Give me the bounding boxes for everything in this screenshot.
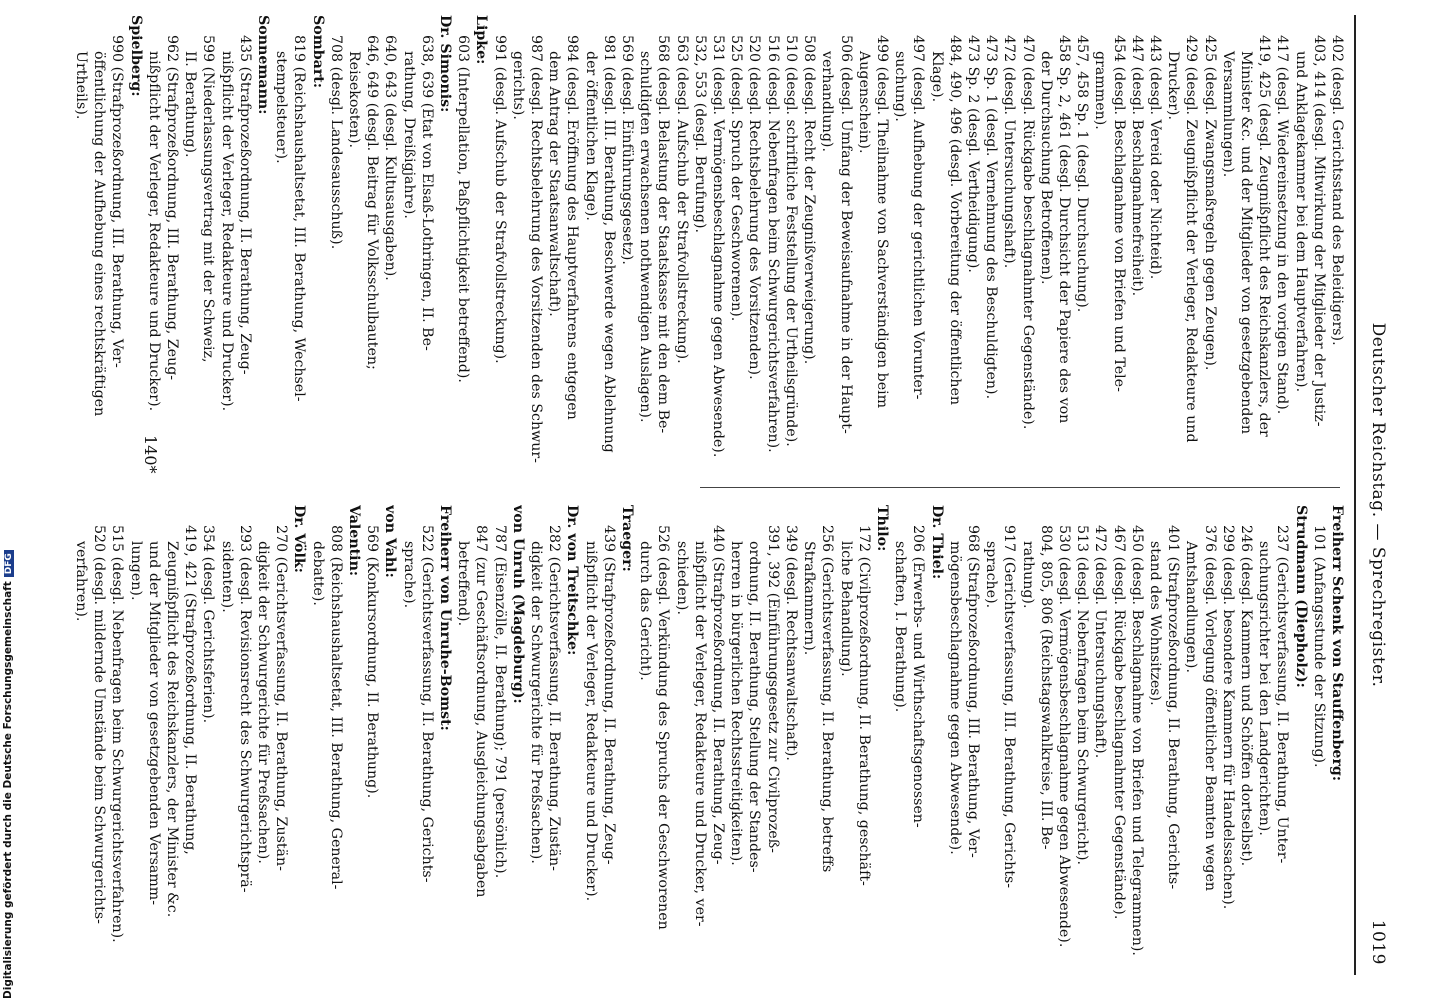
speaker-name: Dr. von Treitschke: [564,505,581,656]
speaker-name: Valentin: [346,505,363,577]
header-title: Deutscher Reichstag. [1368,322,1388,518]
register-entry: 531 (desgl. Vermögensbeschlagnahme gegen Abwesende). [710,35,727,458]
register-entry: 522 (Gerichtsverfassung, II. Berathung, Gerichts- [418,525,435,883]
register-entry: Versammlungen). [1219,51,1236,178]
register-entry: 981 (desgl. III. Berathung, Beschwerde wegen Ablehnung [600,35,617,453]
register-entry: 402 (desgl. Gerichtsstand des Beleidigers). [1329,35,1345,346]
register-entry: dem Antrag der Staatsanwaltschaft). [546,51,563,317]
column-divider [700,487,1340,488]
register-entry: 569 (desgl. Einführungsgesetz). [619,35,636,265]
register-entry: 516 (desgl. Nebenfragen beim Schwurgerichtsverfahren). [764,35,781,453]
register-entry: verhandlung). [819,51,836,152]
speaker-name: von Unruh (Magdeburg): [509,505,526,704]
register-entry: 968 (Strafprozeßordnung, III. Berathung, Ver- [964,525,981,858]
register-entry: 513 (desgl. Nebenfragen beim Schwurgericht). [1074,525,1091,866]
register-entry: 172 (Civilprozeßordnung, II. Berathung, geschäft- [855,525,872,886]
register-entry: 447 (desgl. Beschlagnahmefreiheit). [1128,35,1145,297]
register-entry: 435 (Strafprozeßordnung, II. Berathung, Zeug- [236,35,253,375]
register-entry: 787 (Eisenzölle, II. Berathung); 791 (persönlich). [491,525,508,879]
register-entry: stand des Wohnsitzes). [1146,541,1163,706]
register-entry: II. Berathung). [182,51,199,158]
register-entry: Urtheils). [72,51,89,120]
register-entry: 425 (desgl. Zwangsmaßregeln gegen Zeugen). [1201,35,1218,371]
register-entry: 417 (desgl. Wiedereinsetzung in den vorigen Stand). [1274,35,1291,415]
register-entry: 962 (Strafprozeßordnung, III. Berathung, Zeug- [164,35,180,381]
register-entry: und der Mitglieder von gesetzgebenden Versamm- [145,541,162,906]
register-entry: nißpflicht der Verleger, Redakteure und Drucker). [145,51,162,412]
header-rule [1354,15,1356,975]
register-entry: 206 (Erwerbs- und Wirthschaftsgenossen- [910,525,927,828]
speaker-name: Dr. Thiel: [928,505,945,580]
register-entry: 354 (desgl. Gerichtsferien). [200,525,217,724]
speaker-name: Freiherr von Unruhe-Bomst: [437,505,454,731]
register-entry: digkeit der Schwurgerichte für Preßsachen). [255,541,272,864]
register-entry: Reisekosten). [346,51,363,148]
speaker-name: Lipke: [473,15,490,65]
register-entry: nißpflicht der Verleger, Redakteure und Drucker, ver- [691,541,708,927]
register-entry: 403, 414 (desgl. Mitwirkung der Mitglieder der Justiz- [1310,35,1327,427]
register-entry: 917 (Gerichtsverfassung, III. Berathung, Gerichts- [1001,525,1018,889]
register-entry: 987 (desgl. Rechtsbelehrung des Vorsitzenden des Schwur- [528,35,545,463]
register-entry: schieden). [673,541,690,615]
register-entry: grammen). [1092,51,1109,130]
register-entry: Augenschein). [855,51,872,154]
register-entry: der Durchsuchung Betroffenen). [1037,51,1054,285]
rotated-register-page [30,15,1400,995]
page-header [1358,15,1388,995]
register-entry: 808 (Reichshaushaltsetat, III. Berathung, General- [327,525,344,890]
register-entry: 454 (desgl. Beschlagnahme von Briefen und Tele- [1110,35,1127,392]
register-entry: 515 (desgl. Nebenfragen beim Schwurgerichtsverfahren). [109,525,126,943]
register-entry: schaften, I. Berathung). [892,541,909,713]
register-entry: 569 (Konkursordnung, II. Berathung). [364,525,381,799]
register-entry: 984 (desgl. Eröffnung des Hauptverfahrens entgegen [564,35,581,420]
register-entry: 349 (desgl. Rechtsanwaltschaft). [782,525,799,761]
register-entry: 473 Sp. 2 (desgl. Vertheidigung). [964,35,981,273]
register-entry: 293 (desgl. Revisionsrecht des Schwurgerichtsprä- [236,525,253,893]
speaker-name: Sombart: [309,15,326,89]
speaker-name: Spielberg: [127,15,144,97]
register-entry: sidenten). [218,541,235,613]
register-entry: 391, 392 (Einführungsgesetz zur Civilprozeß- [764,525,781,853]
register-entry: 237 (Gerichtsverfassung, II. Berathung, Unter- [1274,525,1291,864]
register-entry: schuldigten erwachsenen nothwendigen Auslagen). [637,51,654,423]
register-entry: 508 (desgl. Recht der Zeugnißverweigerung). [801,35,818,365]
register-entry: 246 (desgl. Kammern und Schöffen dortselbst). [1237,525,1254,867]
speaker-name: Sonnemann: [255,15,272,115]
page-number: 1019 [1368,919,1388,965]
register-entry: herren in bürgerlichen Rechtsstreitigkeiten). [728,541,745,866]
register-entry: stempelsteuer). [273,51,290,164]
sheet-signature: 140* [141,435,160,474]
right-column [72,505,1346,960]
register-entry: 530 (desgl. Vermögensbeschlagnahme gegen Abwesende). [1055,525,1072,948]
register-entry: 525 (desgl. Spruch der Geschworenen). [728,35,745,322]
register-entry: 419, 421 (Strafprozeßordnung, II. Berathung, [182,525,199,855]
register-entry: 804, 805, 806 (Reichstagswahlkreise, III. Be- [1037,525,1054,850]
speaker-name: Traeger: [619,505,636,572]
speaker-name: Dr. Völk: [291,505,308,573]
register-entry: sprache). [400,541,417,609]
register-entry: Amtshandlungen). [1183,541,1200,673]
register-entry: betreffend). [455,541,472,627]
register-entry: Zeugnißpflicht des Reichskanzlers, der Minister &c. [164,541,180,918]
register-entry: Strafkammern). [801,541,818,656]
register-entry: rathung, Dreißigjahre). [400,51,417,219]
register-entry: debatte). [309,541,326,606]
register-entry: liche Behandlung). [837,541,854,677]
register-entry: und Anklagekammer bei dem Hauptverfahren). [1292,51,1309,393]
register-entry: 467 (desgl. Rückgabe beschlagnahmter Gegenstände). [1110,525,1127,920]
credit-text: Digitalisierung gefördert durch die Deutsche Forschungsgemeinschaft [2,581,14,999]
header-subtitle: Sprechregister. [1368,546,1388,688]
register-entry: 568 (desgl. Belastung der Staatskasse mit den dem Be- [655,35,672,434]
register-entry: 429 (desgl. Zeugnißpflicht der Verleger, Redakteure und [1183,35,1200,443]
register-entry: sprache). [983,541,1000,609]
register-entry: 991 (desgl. Aufschub der Strafvollstreckung). [491,35,508,364]
register-entry: 640, 643 (desgl. Kultusausgaben). [382,35,399,281]
speaker-name: Strudmann (Diepholz): [1292,505,1309,688]
register-entry: 470 (desgl. Rückgabe beschlagnahmter Gegenstände). [1019,35,1036,430]
left-column [72,15,1346,470]
register-entry: 708 (desgl. Landesausschuß). [327,35,344,250]
register-entry: 443 (desgl. Vereid oder Nichteid). [1146,35,1163,280]
register-entry: verfahren). [72,541,89,622]
register-entry: gerichts). [509,51,526,120]
register-entry: 101 (Anfangsstunde der Sitzung). [1310,525,1327,768]
header-dash: — [1368,523,1388,541]
register-entry: 497 (desgl. Aufhebung der gerichtlichen Vorunter- [910,35,927,400]
register-entry: 603 (Interpellation, Paßpflichtigkeit betreffend). [455,35,472,383]
speaker-name: Thilo: [873,505,890,552]
register-entry: lungen). [127,541,144,601]
register-entry: suchung). [892,51,909,122]
register-entry: 646, 649 (desgl. Beitrag für Volksschulbauten; [364,35,381,370]
dfg-logo: DFG [4,550,14,577]
register-entry: 472 (desgl. Untersuchungshaft). [1092,525,1109,759]
register-entry: 440 (Strafprozeßordnung, II. Berathung, Zeug- [710,525,727,865]
register-entry: rathung). [1019,541,1036,609]
register-entry: 450 (desgl. Beschlagnahme von Briefen und Telegrammen). [1128,525,1145,956]
register-entry: 458 Sp. 2, 461 (desgl. Durchsicht der Papiere des von [1055,35,1072,424]
register-entry: 419, 425 (desgl. Zeugnißpflicht des Reichskanzlers, der [1256,35,1273,437]
register-entry: digkeit der Schwurgerichte für Preßsachen). [528,541,545,864]
register-entry: 520 (desgl. mildernde Umstände beim Schwurgerichts- [91,525,108,924]
register-entry: ordnung, II. Berathung, Stellung der Standes- [746,541,763,873]
register-entry: nißpflicht der Verleger, Redakteure und Drucker). [218,51,235,412]
register-entry: 599 (Niederlassungsvertrag mit der Schweiz, [200,35,217,363]
register-entry: 847 (zur Geschäftsordnung, Ausgleichungsabgaben [473,525,490,898]
register-entry: 256 (Gerichtsverfassung, II. Berathung, betreffs [819,525,836,873]
register-entry: 499 (desgl. Theilnahme von Sachverständigen beim [873,35,890,409]
register-entry: 510 (desgl. schriftliche Feststellung der Urtheilsgründe). [782,35,799,447]
register-entry: 457, 458 Sp. 1 (desgl. Durchsuchung). [1074,35,1091,313]
register-entry: durch das Gericht). [637,541,654,681]
speaker-name: Freiherr Schenk von Stauffenberg: [1329,505,1345,782]
register-entry: 270 (Gerichtsverfassung, II. Berathung, Zustän- [273,525,290,871]
register-entry: 638, 639 (Etat von Elsaß-Lothringen, II. Be- [418,35,435,351]
register-entry: 563 (desgl. Aufschub der Strafvollstreckung). [673,35,690,364]
register-entry: öffentlichung der Aufhebung eines rechtskräftigen [91,51,108,417]
register-entry: suchungsrichter bei den Landgerichten). [1256,541,1273,836]
register-entry: Drucker). [1165,51,1182,121]
speaker-name: Dr. Simonis: [437,15,454,113]
register-entry: 484, 490, 496 (desgl. Vorbereitung der öffentlichen [946,35,963,406]
register-entry: nißpflicht der Verleger, Redakteure und Drucker). [582,541,599,902]
register-entry: mögensbeschlagnahme gegen Abwesende). [946,541,963,855]
register-entry: 819 (Reichshaushaltsetat, III. Berathung, Wechsel- [291,35,308,402]
register-entry: Klage). [928,51,945,103]
register-entry: 299 (desgl. besondere Kammern für Handelssachen). [1219,525,1236,910]
register-entry: Minister &c. und der Mitglieder von gesetzgebenden [1237,51,1254,434]
register-entry: 532, 553 (desgl. Berufung). [691,35,708,234]
register-entry: 401 (Strafprozeßordnung, II. Berathung, Gerichts- [1165,525,1182,890]
register-entry: 282 (Gerichtsverfassung, II. Berathung, Zustän- [546,525,563,871]
register-entry: 990 (Strafprozeßordnung, III. Berathung, Ver- [109,35,126,368]
register-entry: 472 (desgl. Untersuchungshaft). [1001,35,1018,269]
register-entry: 506 (desgl. Umfang der Beweisaufnahme in der Haupt- [837,35,854,434]
register-entry: 376 (desgl. Vorlegung öffentlicher Beamten wegen [1201,525,1218,892]
register-entry: der öffentlichen Klage). [582,51,599,221]
register-entry: 439 (Strafprozeßordnung, II. Berathung, Zeug- [600,525,617,865]
digitization-credit [2,550,14,999]
register-entry: 520 (desgl. Rechtsbelehrung des Vorsitzenden). [746,35,763,380]
register-entry: 526 (desgl. Verkündung des Spruchs der Geschworenen [655,525,672,930]
speaker-name: von Vahl: [382,505,399,578]
register-entry: 473 Sp. 1 (desgl. Vernehmung des Beschuldigten). [983,35,1000,400]
